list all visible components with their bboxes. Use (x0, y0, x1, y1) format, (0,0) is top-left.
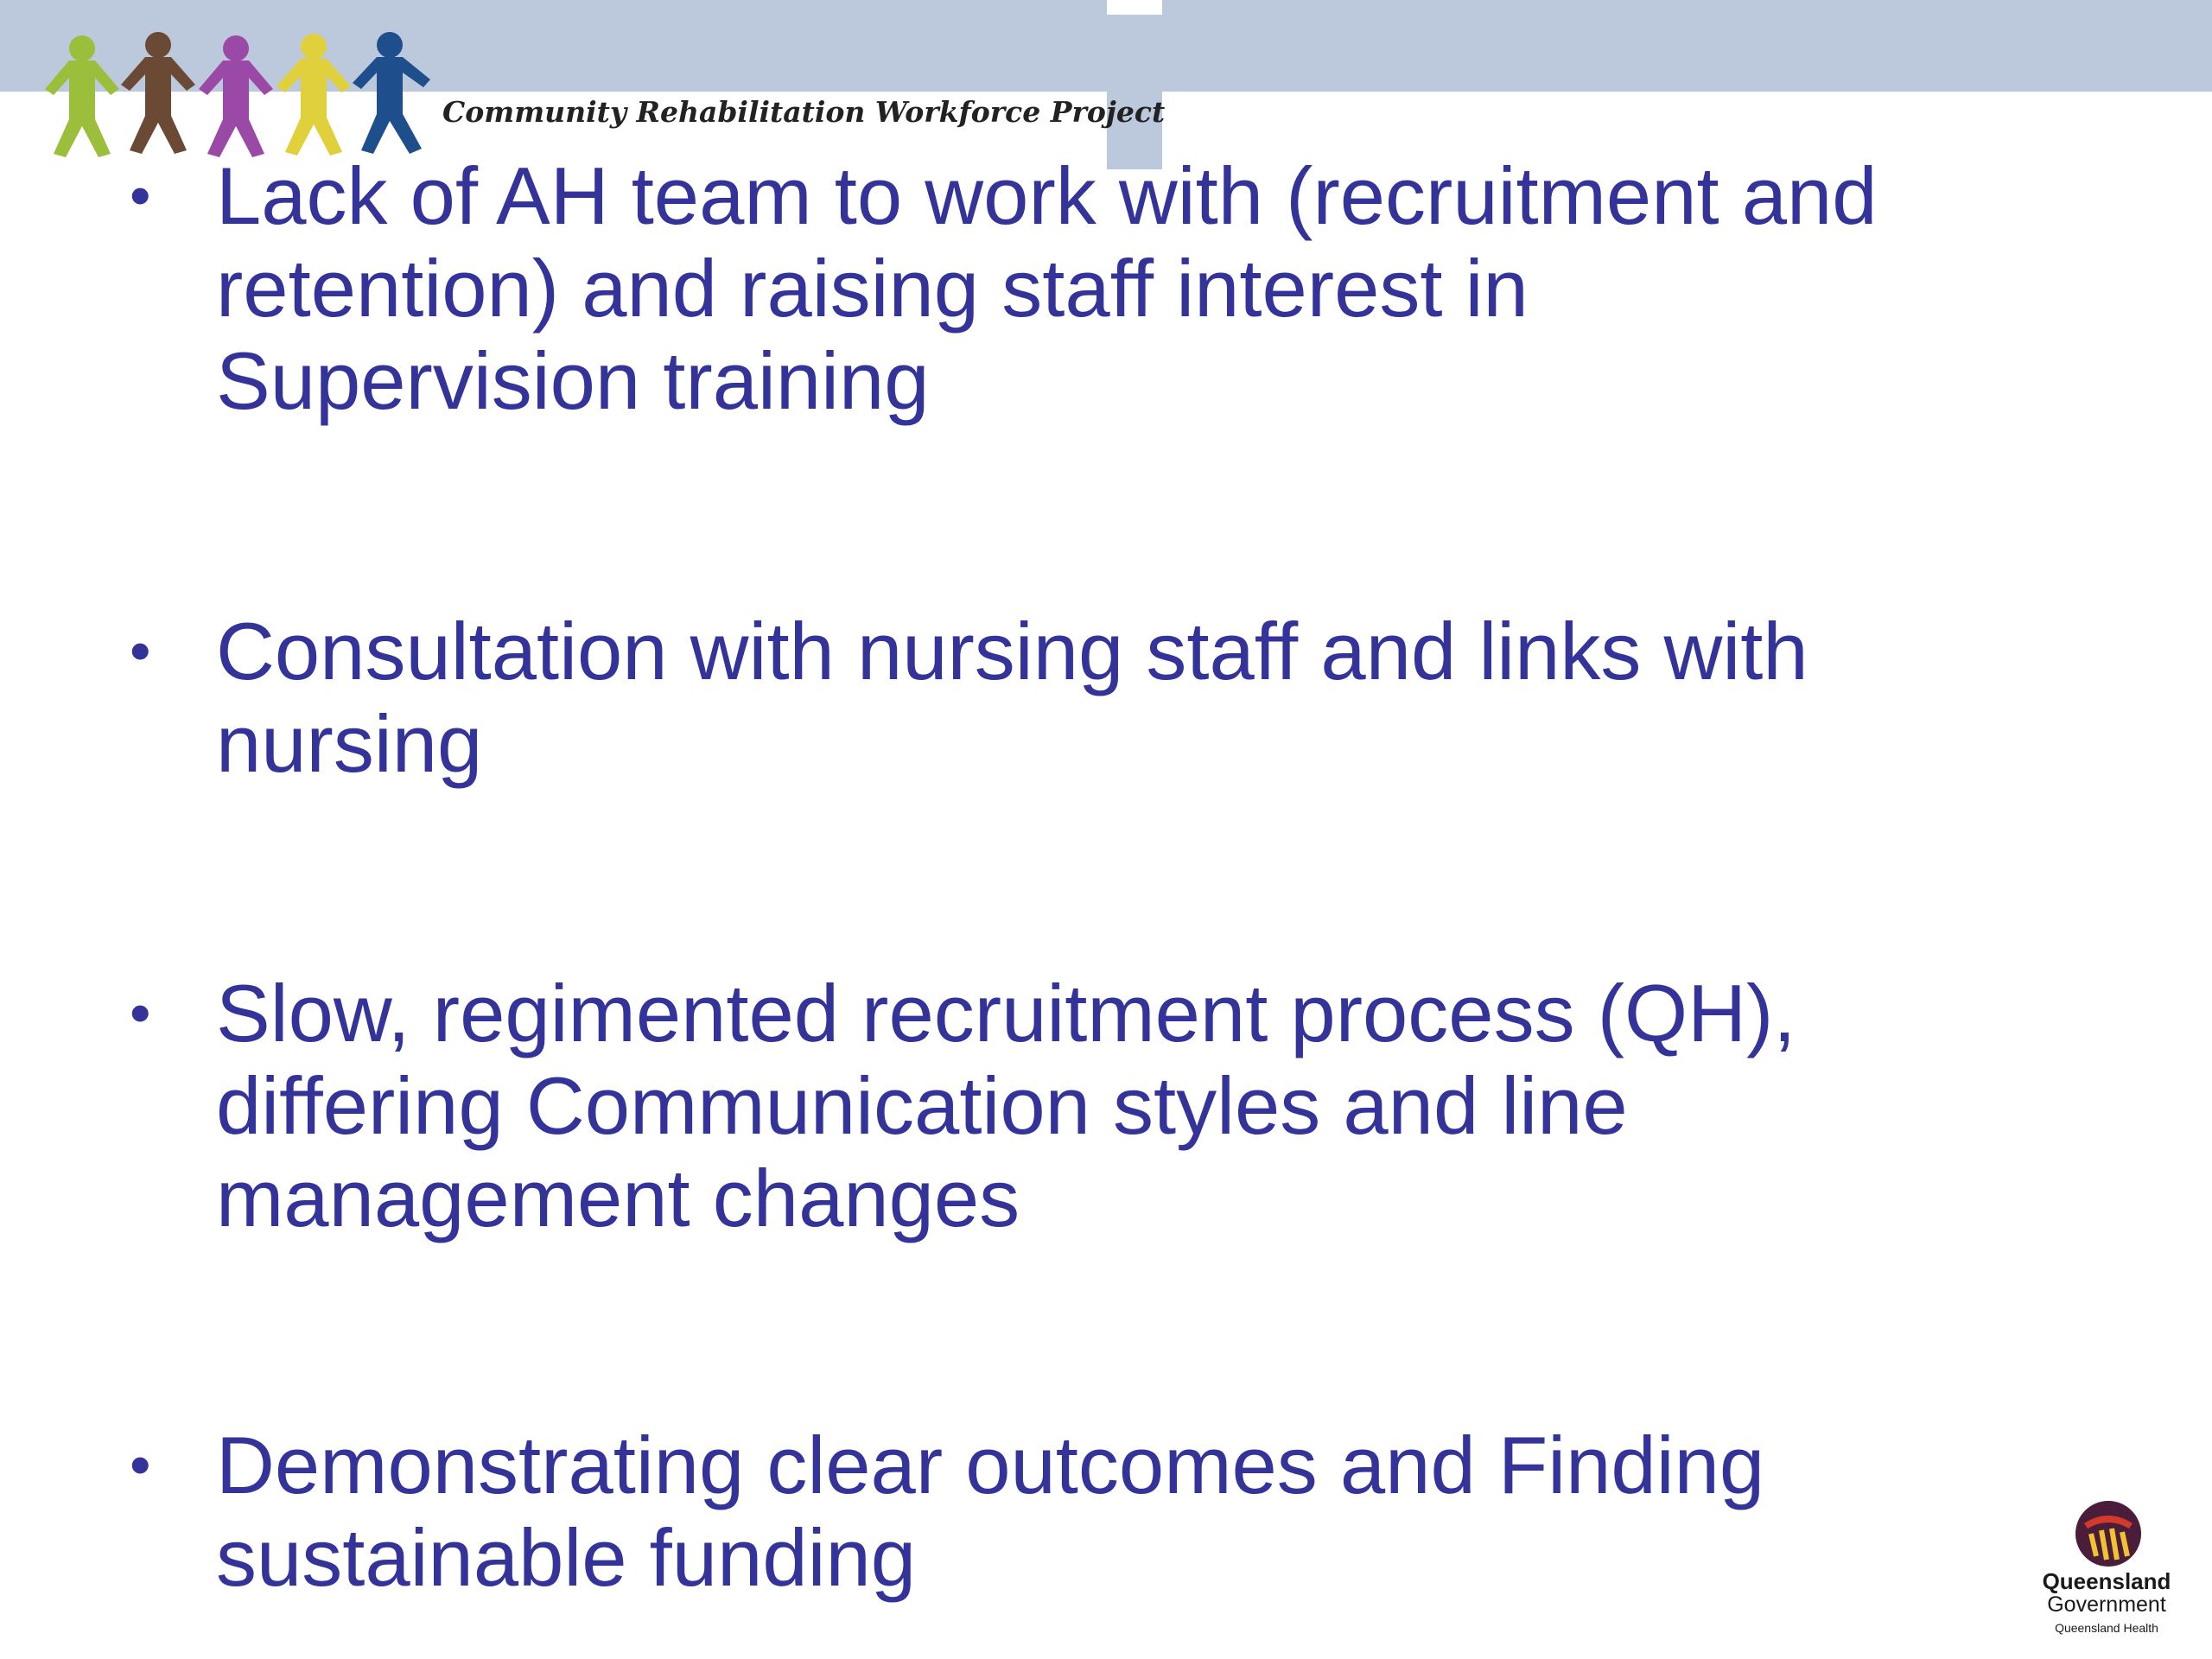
bullet-text: Lack of AH team to work with (recruitment and retention) and raising staff interest in Supervision training (216, 150, 1878, 426)
bullet-marker: • (130, 617, 151, 684)
qld-logo-line2: Government (2047, 1592, 2166, 1617)
bullet-text: Slow, regimented recruitment process (QH), differing Communication styles and line management changes (216, 968, 1796, 1243)
qld-logo-line1: Queensland (2042, 1568, 2171, 1594)
bullet-marker: • (130, 162, 151, 229)
bullet-marker: • (130, 979, 151, 1046)
bullet-text: Consultation with nursing staff and links with nursing (216, 606, 1808, 789)
bullet-marker: • (130, 1431, 151, 1498)
bullet-text: Demonstrating clear outcomes and Finding sustainable funding (216, 1420, 1765, 1603)
project-title: Community Rehabilitation Workforce Project (442, 95, 1166, 129)
qld-logo-line3: Queensland Health (2055, 1621, 2158, 1635)
